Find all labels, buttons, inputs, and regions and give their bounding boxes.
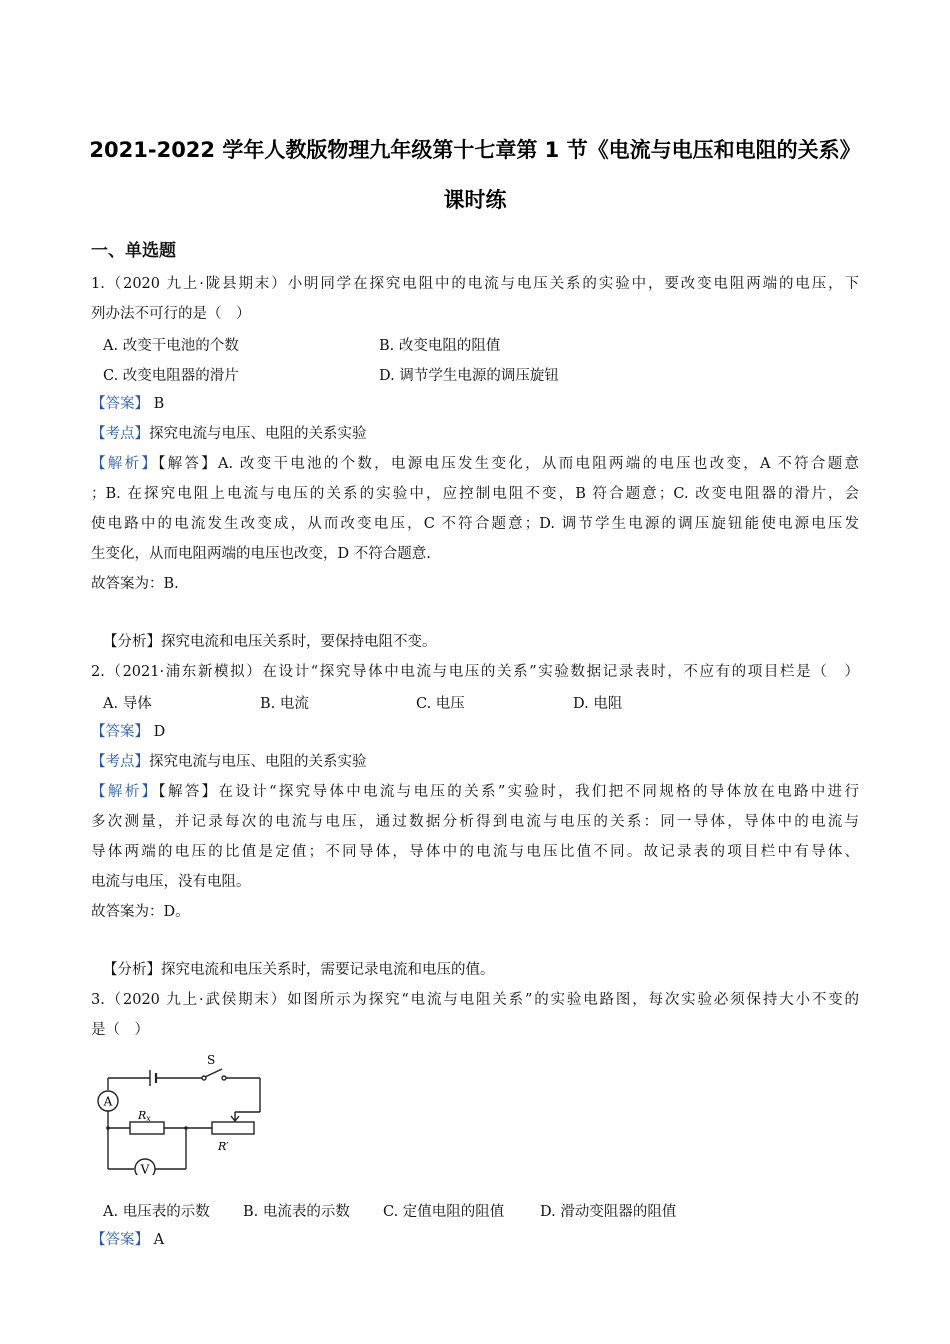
q1-fenxi: 【分析】探究电流和电压关系时，要保持电阻不变。 — [103, 634, 437, 650]
q1-option-b: B. 改变电阻的阻值 — [379, 338, 501, 354]
q1-conclusion: 故答案为：B. — [91, 576, 179, 592]
q3-option-d: D. 滑动变阻器的阻值 — [540, 1204, 677, 1220]
q2-answer: D — [149, 724, 166, 740]
circuit-diagram — [92, 1050, 272, 1175]
q3-stem-line1: 3.（2020 九上·武侯期末）如图所示为探究“电流与电阻关系”的实验电路图，每次实验必须保持大小不变的 — [91, 992, 859, 1008]
q2-option-a: A. 导体 — [103, 696, 152, 712]
q2-analysis-line1 — [91, 782, 859, 802]
q2-analysis-line3: 导体两端的电压的比值是定值；不同导体，导体中的电流与电压比值不同。故记录表的项目栏中有导体、 — [91, 844, 859, 860]
q2-option-b: B. 电流 — [260, 696, 309, 712]
q3-option-c: C. 定值电阻的阻值 — [383, 1204, 505, 1220]
q3-stem-line2: 是（ ） — [91, 1022, 149, 1038]
q2-fenxi: 【分析】探究电流和电压关系时，需要记录电流和电压的值。 — [103, 962, 495, 978]
document-title-line2: 课时练 — [443, 188, 507, 212]
switch-label: S — [207, 1053, 216, 1067]
ammeter-label: A — [103, 1094, 113, 1109]
q1-answer: B — [149, 396, 165, 412]
resistor-label: Rx — [138, 1109, 151, 1123]
q3-answer: A — [149, 1232, 165, 1248]
point-tag: 【考点】 — [91, 754, 149, 770]
q1-stem-line2: 列办法不可行的是（ ） — [91, 306, 251, 322]
q2-analysis-text-1: 【解答】在设计“探究导体中电流与电压的关系”实验时，我们把不同规格的导体放在电路中进行 — [158, 784, 859, 800]
section-heading: 一、单选题 — [91, 241, 176, 261]
q1-analysis-line4: 生变化，从而电阻两端的电压也改变，D 不符合题意. — [91, 546, 431, 562]
analysis-tag: 【解析】 — [91, 784, 159, 800]
q2-answer-row — [91, 722, 165, 742]
q1-analysis-text-1: 【解答】A. 改变干电池的个数，电源电压发生变化，从而电阻两端的电压也改变，A 不符合题意 — [158, 456, 859, 472]
q3-answer-row — [91, 1230, 164, 1250]
q1-option-a: A. 改变干电池的个数 — [103, 338, 239, 354]
q1-point-row — [91, 424, 367, 444]
answer-tag: 【答案】 — [91, 724, 149, 740]
q1-answer-row — [91, 394, 164, 414]
q1-stem-line1: 1.（2020 九上·陇县期末）小明同学在探究电阻中的电流与电压关系的实验中，要改变电阻两端的电压，下 — [91, 276, 859, 292]
q2-analysis-line2: 多次测量，并记录每次的电流与电压，通过数据分析得到电流与电压的关系：同一导体，导体中的电流与 — [91, 814, 859, 830]
q2-option-c: C. 电压 — [416, 696, 465, 712]
q1-analysis-line2: ；B. 在探究电阻上电流与电压的关系的实验中，应控制电阻不变，B 符合题意；C. 改变电阻器的滑片，会 — [91, 486, 859, 502]
q1-option-d: D. 调节学生电源的调压旋钮 — [379, 368, 559, 384]
analysis-tag: 【解析】 — [91, 456, 159, 472]
point-tag: 【考点】 — [91, 426, 149, 442]
q2-point-row — [91, 752, 367, 772]
q3-option-b: B. 电流表的示数 — [243, 1204, 350, 1220]
q1-option-c: C. 改变电阻器的滑片 — [103, 368, 239, 384]
q1-point: 探究电流与电压、电阻的关系实验 — [149, 426, 367, 442]
switch-contact-right — [222, 1076, 226, 1080]
answer-tag: 【答案】 — [91, 1232, 149, 1248]
q2-conclusion: 故答案为：D。 — [91, 904, 190, 920]
switch-blade — [205, 1069, 222, 1077]
q2-analysis-line4: 电流与电压，没有电阻。 — [91, 874, 251, 890]
rheostat-box — [212, 1122, 254, 1134]
q2-stem-line1: 2.（2021·浦东新模拟）在设计“探究导体中电流与电压的关系”实验数据记录表时，不应有的项目栏是（ ） — [91, 664, 859, 680]
document-title: 2021-2022 学年人教版物理九年级第十七章第 1 节《电流与电压和电阻的关系》 — [89, 138, 861, 162]
q2-option-d: D. 电阻 — [573, 696, 623, 712]
q1-analysis-line3: 使电路中的电流发生改变成，从而改变电压，C 不符合题意；D. 调节学生电源的调压旋钮能使电源电压发 — [91, 516, 859, 532]
q1-analysis-line1 — [91, 454, 859, 474]
q2-point: 探究电流与电压、电阻的关系实验 — [149, 754, 367, 770]
voltmeter-label: V — [140, 1162, 150, 1175]
rheostat-label: R′ — [218, 1140, 229, 1153]
resistor-rx — [130, 1122, 164, 1134]
q3-option-a: A. 电压表的示数 — [103, 1204, 210, 1220]
answer-tag: 【答案】 — [91, 396, 149, 412]
